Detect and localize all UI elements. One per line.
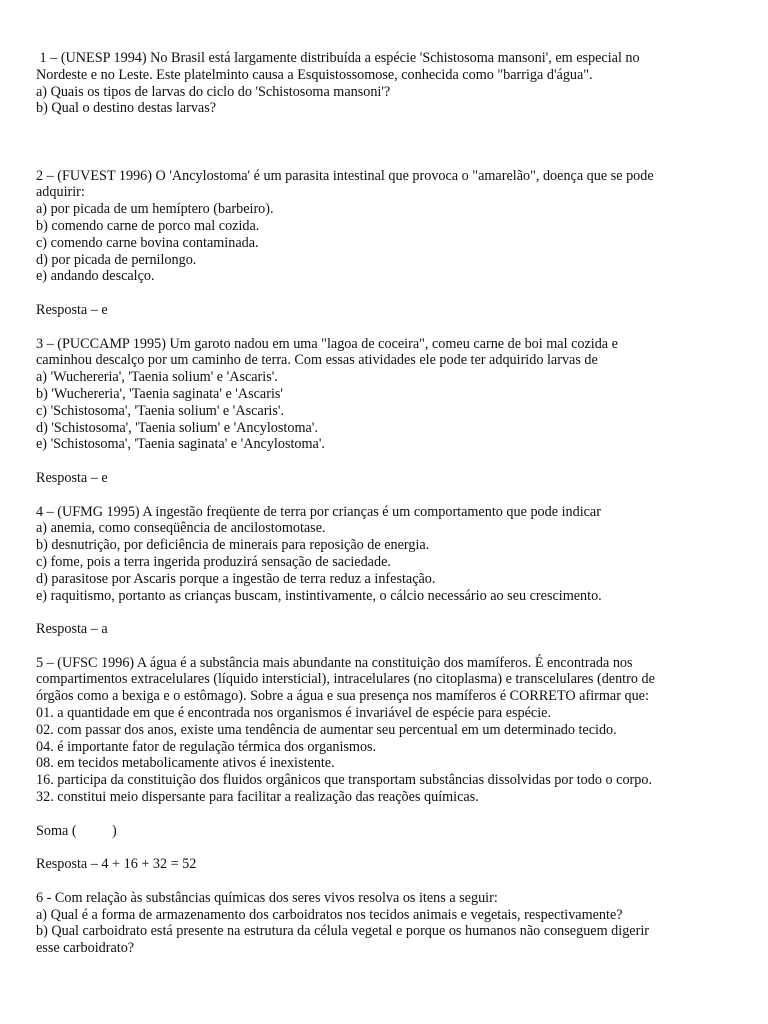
question-text: adquirir:: [36, 184, 85, 201]
question-6: [36, 890, 726, 957]
answer: Resposta – 4 + 16 + 32 = 52: [36, 856, 197, 873]
question-text: 4 – (UFMG 1995) A ingestão freqüente de terra por crianças é um comportamento que pode indicar: [36, 503, 601, 520]
question-2: [36, 168, 726, 319]
option-a: a) por picada de um hemíptero (barbeiro).: [36, 201, 274, 218]
question-text: 1 – (UNESP 1994) No Brasil está largamente distribuída a espécie 'Schistosoma mansoni', em especial no: [36, 50, 640, 66]
option-08: 08. em tecidos metabolicamente ativos é inexistente.: [36, 755, 335, 772]
option-d: d) parasitose por Ascaris porque a ingestão de terra reduz a infestação.: [36, 570, 436, 587]
option-32: 32. constitui meio dispersante para facilitar a realização das reações químicas.: [36, 789, 479, 806]
option-c: c) 'Schistosoma', 'Taenia solium' e 'Ascaris'.: [36, 402, 284, 419]
question-text: 2 – (FUVEST 1996) O 'Ancylostoma' é um parasita intestinal que provoca o "amarelão", doença que se pode: [36, 167, 654, 184]
question-text: órgãos como a bexiga e o estômago). Sobre a água e sua presença nos mamíferos é CORRETO afirmar que:: [36, 688, 649, 705]
option-b: b) 'Wuchereria', 'Taenia saginata' e 'Ascaris': [36, 385, 283, 402]
answer: Resposta – a: [36, 621, 108, 638]
question-5: [36, 655, 726, 873]
option-e: e) 'Schistosoma', 'Taenia saginata' e 'Ancylostoma'.: [36, 436, 325, 453]
question-3: [36, 336, 726, 487]
question-text: Nordeste e no Leste. Este platelminto causa a Esquistossomose, conhecida como "barriga d'água".: [36, 66, 593, 83]
answer: Resposta – e: [36, 301, 108, 318]
option-a: a) anemia, como conseqüência de ancilostomotase.: [36, 520, 326, 537]
option-b: b) comendo carne de porco mal cozida.: [36, 217, 260, 234]
option-04: 04. é importante fator de regulação térmica dos organismos.: [36, 738, 377, 755]
question-item: b) Qual carboidrato está presente na estrutura da célula vegetal e porque os humanos não conseguem digerir: [36, 923, 649, 940]
option-16: 16. participa da constituição dos fluidos orgânicos que transportam substâncias dissolvidas por todo o corpo.: [36, 772, 652, 789]
question-item: a) Qual é a forma de armazenamento dos carboidratos nos tecidos animais e vegetais, respectivamente?: [36, 906, 623, 923]
option-02: 02. com passar dos anos, existe uma tendência de aumentar seu percentual em um determinado tecido.: [36, 721, 617, 738]
question-text: caminhou descalço por um caminho de terra. Com essas atividades ele pode ter adquirido larvas de: [36, 352, 598, 369]
option-c: c) fome, pois a terra ingerida produzirá sensação de saciedade.: [36, 553, 391, 570]
question-1: [36, 50, 726, 117]
option-e: e) raquitismo, portanto as crianças buscam, instintivamente, o cálcio necessário ao seu crescimento.: [36, 587, 602, 604]
option-d: d) 'Schistosoma', 'Taenia solium' e 'Ancylostoma'.: [36, 419, 318, 436]
option-01: 01. a quantidade em que é encontrada nos organismos é invariável de espécie para espécie.: [36, 705, 552, 722]
question-4: [36, 504, 726, 638]
question-text: 5 – (UFSC 1996) A água é a substância mais abundante na constituição dos mamíferos. É encontrada nos: [36, 654, 633, 671]
question-item: b) Qual o destino destas larvas?: [36, 100, 217, 117]
soma-field: Soma ( ): [36, 822, 117, 839]
option-a: a) 'Wuchereria', 'Taenia solium' e 'Ascaris'.: [36, 369, 278, 386]
option-c: c) comendo carne bovina contaminada.: [36, 234, 259, 251]
question-item: esse carboidrato?: [36, 940, 135, 957]
option-e: e) andando descalço.: [36, 268, 155, 285]
question-text: 3 – (PUCCAMP 1995) Um garoto nadou em uma "lagoa de coceira", comeu carne de boi mal cozida e: [36, 335, 618, 352]
question-text: compartimentos extracelulares (líquido intersticial), intracelulares (no citoplasma) e transcelulares (dentro de: [36, 671, 655, 688]
question-text: 6 - Com relação às substâncias químicas dos seres vivos resolva os itens a seguir:: [36, 889, 498, 906]
option-b: b) desnutrição, por deficiência de minerais para reposição de energia.: [36, 537, 430, 554]
option-d: d) por picada de pernilongo.: [36, 251, 197, 268]
question-item: a) Quais os tipos de larvas do ciclo do 'Schistosoma mansoni'?: [36, 83, 391, 100]
answer: Resposta – e: [36, 469, 108, 486]
document-page: [36, 50, 726, 957]
